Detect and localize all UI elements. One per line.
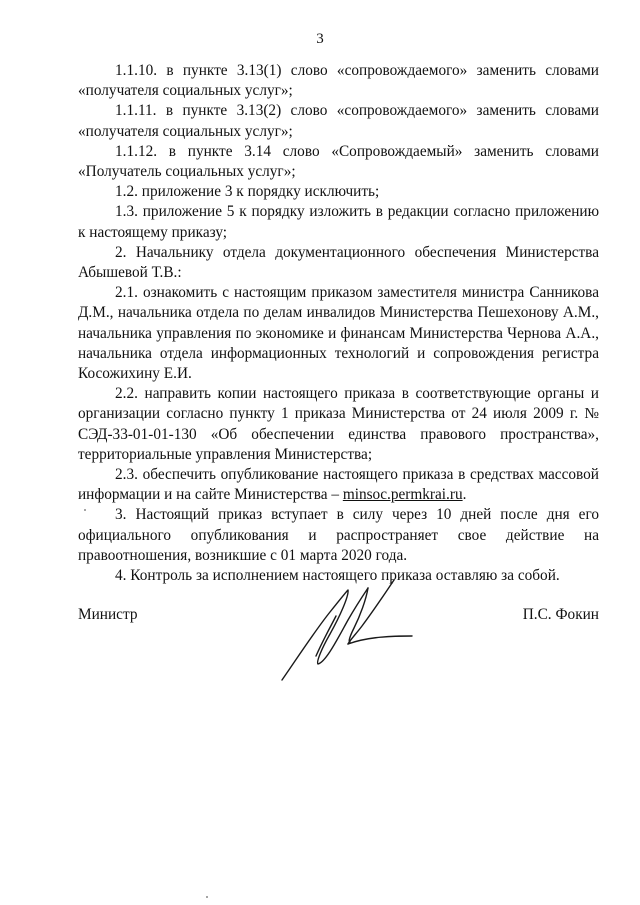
paragraph-1-2: 1.2. приложение 3 к порядку исключить; (115, 183, 380, 201)
signer-title: Министр (78, 606, 138, 623)
paragraph-2-3-text: 2.3. обеспечить опубликование настоящего приказа в средствах массовой информации и на сайте Министерства – (78, 466, 599, 504)
ministry-website-link[interactable]: minsoc.permkrai.ru (342, 486, 463, 504)
order-body (78, 61, 599, 586)
paragraph-2-2: 2.2. направить копии настоящего приказа в соответствующие органы и организации согласно пункту 1 приказа Министерства от 24 июля 2009 г. № СЭД-33-01-01-130 «Об обеспечении единства правового пространства», территориальные управления Министерства; (78, 385, 599, 463)
paragraph-2: 2. Начальнику отдела документационного обеспечения Министерства Абышевой Т.В.: (78, 243, 599, 282)
paragraph-1-1-12: 1.1.12. в пункте 3.14 слово «Сопровождаемый» заменить словами «Получатель социальных услуг»; (78, 142, 599, 181)
scan-speck (84, 509, 86, 511)
paragraph-1-1-10: 1.1.10. в пункте 3.13(1) слово «сопровождаемого» заменить словами «получателя социальных услуг»; (78, 62, 599, 100)
handwritten-signature (276, 576, 416, 686)
paragraph-2-3 (78, 465, 599, 505)
paragraph-3: 3. Настоящий приказ вступает в силу через 10 дней после дня его официального опубликования и распространяет свое действие на правоотношения, возникшие с 01 марта 2020 года. (78, 506, 599, 564)
paragraph-2-3-end: . (462, 486, 467, 504)
signer-name: П.С. Фокин (522, 606, 599, 623)
scan-speck (206, 896, 208, 898)
paragraph-4: 4. Контроль за исполнением настоящего приказа оставляю за собой. (115, 567, 560, 585)
page-number: 3 (316, 31, 324, 47)
paragraph-1-1-11: 1.1.11. в пункте 3.13(2) слово «сопровождаемого» заменить словами «получателя социальных услуг»; (78, 102, 599, 140)
paragraph-1-3: 1.3. приложение 5 к порядку изложить в редакции согласно приложению к настоящему приказу; (78, 203, 599, 241)
paragraph-2-1: 2.1. ознакомить с настоящим приказом заместителя министра Санникова Д.М., начальника отдела по делам инвалидов Министерства Пешехонову А.М., начальника управления по экономике и финансам Министерства Чернова А.А., начальника отдела информационных технологий и сопровождения регистра Косожихину Е.И. (78, 284, 599, 383)
